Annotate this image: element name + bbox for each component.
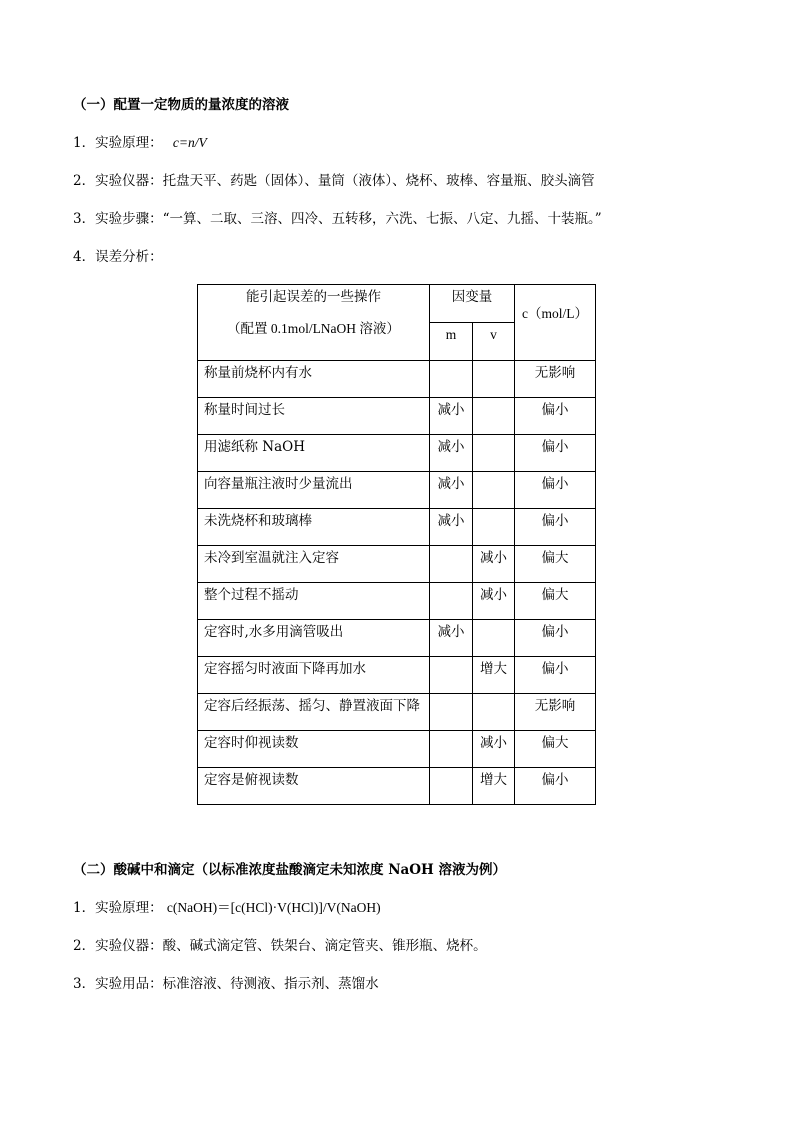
row-operation: 定容时仰视读数 — [198, 731, 430, 768]
row-v-change: 增大 — [473, 657, 515, 694]
row-operation: 用滤纸称 NaOH — [198, 435, 430, 472]
row-c-effect: 偏小 — [515, 768, 596, 805]
table-row — [198, 509, 596, 546]
section2-item2: 2．实验仪器：酸、碱式滴定管、铁架台、滴定管夹、锥形瓶、烧杯。 — [73, 938, 487, 954]
section1-item4: 4．误差分析： — [73, 249, 163, 265]
row-operation: 称量时间过长 — [198, 398, 430, 435]
row-operation: 定容是俯视读数 — [198, 768, 430, 805]
error-analysis-table — [197, 284, 596, 805]
header-variable: 因变量 — [430, 285, 515, 323]
table-row — [198, 546, 596, 583]
section2-item1 — [73, 899, 381, 917]
table-row — [198, 361, 596, 398]
row-operation: 未洗烧杯和玻璃棒 — [198, 509, 430, 546]
header-operation — [198, 285, 430, 361]
table-row — [198, 657, 596, 694]
row-c-effect: 无影响 — [515, 694, 596, 731]
header-operation-line1: 能引起误差的一些操作 — [246, 289, 381, 305]
row-m-change — [430, 768, 473, 805]
row-m-change: 减小 — [430, 472, 473, 509]
row-operation: 向容量瓶注液时少量流出 — [198, 472, 430, 509]
table-header-row-1 — [198, 285, 596, 323]
row-m-change — [430, 583, 473, 620]
row-m-change — [430, 731, 473, 768]
row-c-effect: 偏小 — [515, 435, 596, 472]
table-row — [198, 435, 596, 472]
row-operation: 称量前烧杯内有水 — [198, 361, 430, 398]
row-v-change — [473, 694, 515, 731]
row-operation: 定容摇匀时液面下降再加水 — [198, 657, 430, 694]
section1-item1 — [73, 134, 207, 152]
table-row — [198, 620, 596, 657]
s2-item1-formula: c(NaOH)＝[c(HCl)·V(HCl)]/V(NaOH) — [166, 900, 381, 915]
row-m-change: 减小 — [430, 620, 473, 657]
s2-item1-label: 1．实验原理： — [73, 900, 163, 916]
row-v-change: 减小 — [473, 546, 515, 583]
row-operation: 未冷到室温就注入定容 — [198, 546, 430, 583]
table-row — [198, 472, 596, 509]
row-c-effect: 偏大 — [515, 546, 596, 583]
row-operation: 整个过程不摇动 — [198, 583, 430, 620]
row-m-change — [430, 694, 473, 731]
table-row — [198, 583, 596, 620]
row-c-effect: 偏小 — [515, 509, 596, 546]
section1-item2: 2．实验仪器：托盘天平、药匙（固体）、量筒（液体）、烧杯、玻棒、容量瓶、胶头滴管 — [73, 173, 595, 189]
row-v-change — [473, 472, 515, 509]
section2-heading: （二）酸碱中和滴定（以标准浓度盐酸滴定未知浓度 NaOH 溶液为例） — [73, 862, 507, 878]
row-v-change: 增大 — [473, 768, 515, 805]
header-m: m — [430, 323, 473, 361]
table-row — [198, 731, 596, 768]
row-v-change: 减小 — [473, 583, 515, 620]
table-row — [198, 398, 596, 435]
row-c-effect: 偏大 — [515, 583, 596, 620]
item1-formula: c=n/V — [172, 135, 207, 150]
row-c-effect: 偏小 — [515, 398, 596, 435]
row-m-change: 减小 — [430, 398, 473, 435]
row-operation: 定容后经振荡、摇匀、静置液面下降 — [198, 694, 430, 731]
row-v-change — [473, 361, 515, 398]
header-v: v — [473, 323, 515, 361]
section1-item3: 3．实验步骤：“一算、二取、三溶、四冷、五转移，六洗、七振、八定、九摇、十装瓶。” — [73, 211, 602, 227]
row-m-change — [430, 361, 473, 398]
section2-item3: 3．实验用品：标准溶液、待测液、指示剂、蒸馏水 — [73, 976, 379, 992]
row-v-change: 减小 — [473, 731, 515, 768]
row-v-change — [473, 398, 515, 435]
row-v-change — [473, 509, 515, 546]
row-c-effect: 偏小 — [515, 657, 596, 694]
row-m-change: 减小 — [430, 509, 473, 546]
row-v-change — [473, 620, 515, 657]
table-row — [198, 768, 596, 805]
row-c-effect: 偏小 — [515, 620, 596, 657]
row-m-change — [430, 657, 473, 694]
table-row — [198, 694, 596, 731]
row-m-change: 减小 — [430, 435, 473, 472]
row-v-change — [473, 435, 515, 472]
row-operation: 定容时,水多用滴管吸出 — [198, 620, 430, 657]
row-c-effect: 偏小 — [515, 472, 596, 509]
row-m-change — [430, 546, 473, 583]
header-operation-line2: （配置 0.1mol/LNaOH 溶液） — [227, 321, 400, 336]
row-c-effect: 偏大 — [515, 731, 596, 768]
item1-label: 1．实验原理： — [73, 135, 163, 151]
row-c-effect: 无影响 — [515, 361, 596, 398]
header-concentration: c（mol/L） — [515, 285, 596, 361]
section1-heading: （一）配置一定物质的量浓度的溶液 — [73, 97, 289, 113]
